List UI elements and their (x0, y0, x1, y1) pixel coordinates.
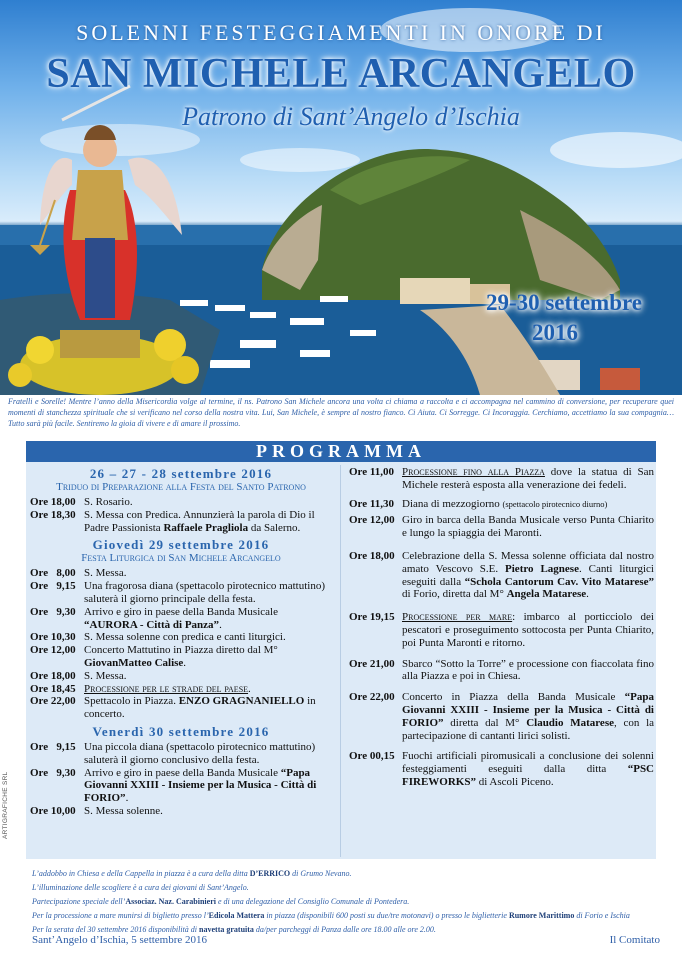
event-time: Ore 18,00 (349, 549, 395, 562)
event-text-after: . Canti liturgici eseguiti dalla (402, 562, 654, 588)
program-right-column (349, 466, 654, 789)
hero-image (0, 0, 682, 395)
event-description (84, 767, 332, 805)
event-text: Giro in barca della Banda Musicale verso Punta Chiarito e lungo la spiaggia dei Maronti. (402, 514, 654, 540)
program-event (30, 606, 332, 632)
event-time: Ore 19,15 (349, 611, 395, 624)
day3-events (30, 741, 332, 818)
footer-note-shuttle: Per la serata del 30 settembre 2016 disponibilità di navetta gratuita da/per parcheggi di Panza dalle ore 18.00 alle ore 2.00. (32, 925, 436, 934)
program-left-column (30, 466, 332, 818)
event-description (84, 670, 332, 683)
event-highlight: “Papa Giovanni XXIII - Insieme per la Musica - Città di FORIO” (402, 691, 654, 729)
footer-note-lighting: L’illuminazione delle scogliere è a cura dei giovani di Sant’Angelo. (32, 883, 249, 892)
event-description (84, 496, 332, 509)
event-description (84, 567, 332, 580)
program-event (349, 611, 654, 649)
event-text-after-2: , con la partecipazione di cantanti lirici solisti. (402, 716, 655, 742)
footer-note-tickets: Per la processione a mare munirsi di biglietto presso l’Edicola Mattera in piazza (disponibili 600 posti su due/tre motonavi) o presso le biglietterie Rumore Marittimo di Forio e Ischia (32, 911, 630, 920)
event-description (402, 550, 654, 601)
program-panel (26, 441, 656, 859)
program-event (30, 683, 332, 696)
day1-subheading: Triduo di Preparazione alla Festa del Santo Patrono (56, 481, 306, 493)
event-text: Una fragorosa diana (spettacolo pirotecnico mattutino) saluterà il giorno principale della festa. (84, 580, 325, 605)
event-text-after-2: di Forio, diretta dal M° (402, 588, 504, 601)
day3-later-events (349, 466, 654, 789)
feast-dates-year: 2016 (532, 320, 578, 345)
event-text: Fuochi artificiali piromusicali a conclusione dei solenni festeggiamenti eseguiti dalla ditta (402, 750, 654, 776)
event-time: Ore 22,00 (30, 695, 76, 708)
day2-events (30, 567, 332, 721)
program-event (30, 509, 332, 535)
event-text: Arrivo e giro in paese della Banda Musicale (84, 766, 278, 779)
event-text-after: diretta dal M° (443, 716, 520, 729)
event-description (402, 466, 654, 492)
event-description (84, 805, 332, 818)
event-description (84, 683, 332, 696)
day1-events (30, 496, 332, 534)
program-event (349, 750, 654, 788)
event-description (84, 606, 332, 632)
event-description (84, 644, 332, 670)
event-highlight: GiovanMatteo Calise (84, 656, 184, 669)
event-highlight: ENZO GRAGNANIELLO (178, 695, 305, 708)
event-time: Ore 18,45 (30, 682, 76, 695)
event-text-after: di Ascoli Piceno. (475, 775, 554, 788)
printer-credit: ARTIGRAFICHE SRL (2, 771, 9, 839)
event-procession: Processione per mare (402, 611, 513, 624)
page-subtitle: Patrono di Sant’Angelo d’Ischia (182, 102, 520, 131)
program-event (30, 644, 332, 670)
signature: Il Comitato (609, 934, 660, 946)
event-time: Ore 9,30 (30, 766, 76, 779)
program-event (349, 498, 654, 511)
event-text-after-3: . (586, 588, 589, 601)
program-event (30, 695, 332, 721)
program-event (30, 805, 332, 818)
program-event (349, 691, 654, 742)
event-text-after: da Salerno. (248, 521, 301, 534)
event-text: Concerto in Piazza della Banda Musicale (402, 691, 616, 704)
event-time: Ore 9,15 (30, 740, 76, 753)
program-event (30, 567, 332, 580)
event-highlight: Raffaele Pragliola (163, 521, 249, 534)
event-text: Diana di mezzogiorno (402, 497, 500, 510)
event-text-after: in concerto. (84, 695, 316, 721)
event-highlight-2: Claudio Matarese (526, 716, 614, 729)
event-text-after: . (248, 682, 251, 695)
program-event (349, 658, 654, 684)
day1-heading: 26 – 27 - 28 settembre 2016 (89, 466, 273, 481)
event-text: S. Messa. (84, 567, 127, 580)
event-time: Ore 10,00 (30, 804, 76, 817)
event-description (402, 611, 654, 649)
day2-subheading: Festa Liturgica di San Michele Arcangelo (81, 552, 281, 565)
event-highlight: Pietro Lagnese (505, 562, 579, 575)
event-procession: Processione per le strade del paese (84, 682, 249, 695)
event-description (84, 631, 332, 644)
program-event (30, 496, 332, 509)
column-divider (340, 465, 341, 857)
hero-line1: SOLENNI FESTEGGIAMENTI IN ONORE DI (76, 20, 606, 45)
event-time: Ore 11,00 (349, 466, 395, 478)
event-time: Ore 12,00 (349, 514, 395, 527)
intro-message: Fratelli e Sorelle! Mentre l’anno della Misericordia volge al termine, il ns. Patrono San Michele ancora una volta ci chiama a raccolta e ci accompagna nel cammino di conversione, per recuperare quei momenti di stanchezza spirituale che si verificano nel corso della nostra vita. Lui, San Michele, è sempre al nostro fianco. Ci Aiuta. Ci Sorregge. Ci Incoraggia. Cerchiamo, accettiamo la sua compagnia… Tutto sarà più facile. Sentiremo la gioia di vivere e di amare il prossimo. (8, 397, 674, 428)
event-description (402, 691, 654, 742)
event-time: Ore 9,30 (30, 605, 76, 618)
event-highlight: “AURORA - Città di Panza” (84, 618, 220, 631)
program-event (30, 767, 332, 805)
footer-notes (32, 867, 662, 937)
event-text: Sbarco “Sotto la Torre” e processione con fiaccolata fino alla Piazza e poi in Chiesa. (402, 657, 654, 683)
event-procession: Processione fino alla Piazza (402, 466, 545, 478)
event-highlight-2: “Schola Cantorum Cav. Vito Matarese” (464, 575, 655, 588)
event-description (402, 658, 654, 684)
event-text: Arrivo e giro in paese della Banda Musicale (84, 605, 278, 618)
event-text: S. Messa solenne con predica e canti liturgici. (84, 631, 286, 644)
event-description (402, 514, 654, 540)
event-description (84, 509, 332, 535)
event-time: Ore 18,00 (30, 496, 76, 508)
event-text: Celebrazione della S. Messa solenne officiata dal nostro amato Vescovo S.E. (402, 549, 654, 575)
event-description (402, 750, 654, 788)
event-highlight: “Papa Giovanni XXIII - Insieme per la Musica - Città di FORIO” (84, 766, 317, 805)
program-title: PROGRAMMA (26, 441, 656, 462)
event-description (402, 498, 654, 511)
program-event (30, 580, 332, 606)
event-time: Ore 00,15 (349, 750, 395, 763)
footer-note-participation: Partecipazione speciale dell’Associaz. Naz. Carabinieri e di una delegazione del Consiglio Comunale di Pontedera. (32, 897, 410, 906)
program-event (349, 550, 654, 601)
event-text-after: . (219, 618, 222, 631)
event-highlight-3: Angela Matarese (506, 588, 587, 601)
event-time: Ore 11,30 (349, 497, 395, 510)
program-event (30, 741, 332, 767)
program-event (349, 514, 654, 540)
event-highlight: “PSC FIREWORKS” (402, 763, 654, 788)
event-text: Una piccola diana (spettacolo pirotecnico mattutino) saluterà il giorno conclusivo della festa. (84, 740, 316, 766)
event-text-after: dove la statua di San Michele resterà esposta alla venerazione dei fedeli. (402, 466, 654, 491)
event-time: Ore 8,00 (30, 567, 76, 580)
event-time: Ore 9,15 (30, 580, 76, 593)
event-text-after: : imbarco al porticciolo dei pescatori e proseguimento sottocosta per Punta Chiarito, poi Punta Maronti e ritorno. (402, 611, 654, 649)
event-text: Spettacolo in Piazza. (84, 695, 176, 708)
event-note: (spettacolo pirotecnico diurno) (502, 498, 608, 509)
event-text-after: . (125, 792, 129, 805)
event-time: Ore 18,00 (30, 669, 76, 682)
event-text-after: . (183, 656, 187, 669)
event-text: Concerto Mattutino in Piazza diretto dal M° (84, 644, 278, 657)
event-description (84, 695, 332, 721)
event-time: Ore 12,00 (30, 644, 76, 657)
event-text: S. Messa solenne. (84, 804, 163, 817)
event-time: Ore 21,00 (349, 657, 395, 670)
event-text: S. Messa con Predica. Annunzierà la parola di Dio il Padre Passionista (84, 508, 315, 534)
signature-row (32, 934, 660, 948)
feast-dates-days: 29-30 settembre (485, 290, 642, 315)
event-time: Ore 10,30 (30, 631, 76, 644)
event-text: S. Messa. (84, 669, 127, 682)
program-event (30, 670, 332, 683)
feast-dates (486, 288, 642, 348)
day2-heading: Giovedì 29 settembre 2016 (92, 537, 270, 553)
event-time: Ore 22,00 (349, 691, 395, 704)
event-time: Ore 18,30 (30, 508, 76, 521)
day3-heading: Venerdì 30 settembre 2016 (92, 723, 270, 739)
page-title: SAN MICHELE ARCANGELO (46, 51, 636, 97)
event-text: S. Rosario. (84, 496, 133, 508)
program-event (349, 466, 654, 492)
event-description (84, 580, 332, 606)
footer-note-decoration: L’addobbo in Chiesa e della Cappella in piazza è a cura della ditta D’ERRICO di Grumo Nevano. (32, 869, 352, 878)
program-event (30, 631, 332, 644)
place-date: Sant’Angelo d’Ischia, 5 settembre 2016 (32, 934, 208, 946)
event-description (84, 741, 332, 767)
